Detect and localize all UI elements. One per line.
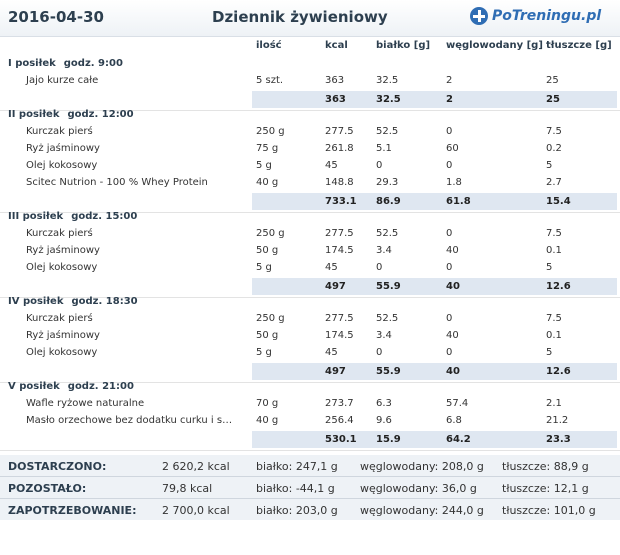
food-fat: 5 xyxy=(546,262,553,273)
meal-name: II posiłek xyxy=(8,109,60,120)
meal-sum xyxy=(252,278,617,295)
food-fat: 21.2 xyxy=(546,415,569,426)
sum-carbs: 40 xyxy=(446,281,460,292)
food-carbs: 0 xyxy=(446,313,453,324)
logo-text: PoTreningu.pl xyxy=(492,8,602,24)
sum-fat: 12.6 xyxy=(546,366,571,377)
totals-kcal: 79,8 kcal xyxy=(162,482,213,495)
food-name[interactable]: Olej kokosowy xyxy=(26,262,98,273)
sum-protein: 32.5 xyxy=(376,94,401,105)
totals-protein: białko: 247,1 g xyxy=(256,460,338,473)
meal-title xyxy=(8,58,123,69)
food-kcal: 261.8 xyxy=(325,143,354,154)
col-fat: tłuszcze [g] xyxy=(546,40,612,51)
food-kcal: 256.4 xyxy=(325,415,354,426)
food-kcal: 277.5 xyxy=(325,228,354,239)
totals-fat: tłuszcze: 12,1 g xyxy=(502,482,589,495)
meal-time: godz. 9:00 xyxy=(63,58,123,69)
food-protein: 3.4 xyxy=(376,330,392,341)
food-protein: 3.4 xyxy=(376,245,392,256)
food-qty: 40 g xyxy=(256,177,279,188)
food-carbs: 0 xyxy=(446,126,453,137)
col-kcal: kcal xyxy=(325,40,348,51)
food-name[interactable]: Olej kokosowy xyxy=(26,160,98,171)
food-fat: 0.1 xyxy=(546,330,562,341)
food-carbs: 57.4 xyxy=(446,398,469,409)
col-protein: białko [g] xyxy=(376,40,431,51)
food-name[interactable]: Scitec Nutrion - 100 % Whey Protein xyxy=(26,177,208,188)
food-protein: 0 xyxy=(376,262,383,273)
totals-carbs: węglowodany: 36,0 g xyxy=(360,482,477,495)
food-carbs: 0 xyxy=(446,347,453,358)
food-protein: 9.6 xyxy=(376,415,392,426)
sum-kcal: 497 xyxy=(325,366,346,377)
food-fat: 7.5 xyxy=(546,126,562,137)
col-carbs: węglowodany [g] xyxy=(446,40,543,51)
food-carbs: 2 xyxy=(446,75,453,86)
food-qty: 5 g xyxy=(256,347,272,358)
food-kcal: 174.5 xyxy=(325,245,354,256)
food-carbs: 40 xyxy=(446,245,459,256)
food-protein: 52.5 xyxy=(376,126,399,137)
food-name[interactable]: Jajo kurze całe xyxy=(26,75,99,86)
food-carbs: 0 xyxy=(446,160,453,171)
sum-protein: 55.9 xyxy=(376,366,401,377)
totals-carbs: węglowodany: 244,0 g xyxy=(360,504,484,517)
meal-title xyxy=(8,211,137,222)
totals-divider xyxy=(0,498,620,499)
totals-label: DOSTARCZONO: xyxy=(8,460,107,473)
food-qty: 40 g xyxy=(256,415,279,426)
meal-name: III posiłek xyxy=(8,211,64,222)
food-kcal: 363 xyxy=(325,75,345,86)
meal-name: I posiłek xyxy=(8,58,56,69)
meal-name: IV posiłek xyxy=(8,296,64,307)
meal-name: V posiłek xyxy=(8,381,60,392)
food-qty: 5 szt. xyxy=(256,75,284,86)
diary-date: 2016-04-30 xyxy=(8,8,104,26)
totals-label: ZAPOTRZEBOWANIE: xyxy=(8,504,137,517)
food-qty: 75 g xyxy=(256,143,279,154)
sum-kcal: 733.1 xyxy=(325,196,357,207)
food-kcal: 174.5 xyxy=(325,330,354,341)
sum-kcal: 363 xyxy=(325,94,346,105)
food-qty: 5 g xyxy=(256,262,272,273)
totals-label: POZOSTAŁO: xyxy=(8,482,87,495)
meal-time: godz. 18:30 xyxy=(71,296,138,307)
meal-sum xyxy=(252,193,617,210)
sum-fat: 15.4 xyxy=(546,196,571,207)
col-qty: ilość xyxy=(256,40,282,51)
food-fat: 5 xyxy=(546,347,553,358)
food-carbs: 1.8 xyxy=(446,177,462,188)
page-header xyxy=(0,0,620,37)
food-name[interactable]: Ryż jaśminowy xyxy=(26,330,100,341)
meal-title xyxy=(8,109,134,120)
logo-icon xyxy=(470,7,488,25)
food-kcal: 277.5 xyxy=(325,126,354,137)
meal-time: godz. 12:00 xyxy=(67,109,134,120)
food-fat: 25 xyxy=(546,75,559,86)
meal-sum xyxy=(252,431,617,448)
food-protein: 0 xyxy=(376,347,383,358)
sum-carbs: 40 xyxy=(446,366,460,377)
food-fat: 0.2 xyxy=(546,143,562,154)
food-protein: 32.5 xyxy=(376,75,399,86)
food-protein: 52.5 xyxy=(376,313,399,324)
food-carbs: 40 xyxy=(446,330,459,341)
food-name[interactable]: Kurczak pierś xyxy=(26,228,93,239)
food-qty: 250 g xyxy=(256,126,285,137)
food-qty: 5 g xyxy=(256,160,272,171)
meal-sum xyxy=(252,91,617,108)
food-fat: 5 xyxy=(546,160,553,171)
food-qty: 250 g xyxy=(256,313,285,324)
sum-protein: 15.9 xyxy=(376,434,401,445)
totals-protein: białko: -44,1 g xyxy=(256,482,335,495)
food-protein: 5.1 xyxy=(376,143,392,154)
meal-time: godz. 21:00 xyxy=(67,381,134,392)
totals-divider xyxy=(0,476,620,477)
food-carbs: 0 xyxy=(446,262,453,273)
food-protein: 52.5 xyxy=(376,228,399,239)
food-kcal: 45 xyxy=(325,160,338,171)
page-title: Dziennik żywieniowy xyxy=(212,8,388,26)
totals-kcal: 2 700,0 kcal xyxy=(162,504,230,517)
food-fat: 7.5 xyxy=(546,313,562,324)
food-name[interactable]: Ryż jaśminowy xyxy=(26,245,100,256)
food-kcal: 277.5 xyxy=(325,313,354,324)
food-name[interactable]: Masło orzechowe bez dodatku curku i s… xyxy=(26,415,233,426)
daily-totals xyxy=(0,455,620,520)
sum-carbs: 61.8 xyxy=(446,196,471,207)
food-kcal: 45 xyxy=(325,262,338,273)
meal-time: godz. 15:00 xyxy=(71,211,138,222)
food-qty: 50 g xyxy=(256,330,279,341)
sum-kcal: 530.1 xyxy=(325,434,357,445)
meal-separator xyxy=(0,450,620,451)
sum-carbs: 2 xyxy=(446,94,453,105)
food-fat: 2.7 xyxy=(546,177,562,188)
sum-protein: 55.9 xyxy=(376,281,401,292)
sum-kcal: 497 xyxy=(325,281,346,292)
totals-protein: białko: 203,0 g xyxy=(256,504,338,517)
food-fat: 7.5 xyxy=(546,228,562,239)
food-protein: 0 xyxy=(376,160,383,171)
sum-protein: 86.9 xyxy=(376,196,401,207)
food-name[interactable]: Kurczak pierś xyxy=(26,126,93,137)
food-name[interactable]: Olej kokosowy xyxy=(26,347,98,358)
food-kcal: 45 xyxy=(325,347,338,358)
food-qty: 250 g xyxy=(256,228,285,239)
food-kcal: 148.8 xyxy=(325,177,354,188)
food-name[interactable]: Wafle ryżowe naturalne xyxy=(26,398,145,409)
totals-fat: tłuszcze: 88,9 g xyxy=(502,460,589,473)
sum-carbs: 64.2 xyxy=(446,434,471,445)
food-carbs: 0 xyxy=(446,228,453,239)
food-protein: 29.3 xyxy=(376,177,399,188)
food-qty: 70 g xyxy=(256,398,279,409)
food-name[interactable]: Kurczak pierś xyxy=(26,313,93,324)
food-carbs: 60 xyxy=(446,143,459,154)
food-kcal: 273.7 xyxy=(325,398,354,409)
totals-fat: tłuszcze: 101,0 g xyxy=(502,504,596,517)
totals-carbs: węglowodany: 208,0 g xyxy=(360,460,484,473)
food-protein: 6.3 xyxy=(376,398,392,409)
food-qty: 50 g xyxy=(256,245,279,256)
food-name[interactable]: Ryż jaśminowy xyxy=(26,143,100,154)
totals-kcal: 2 620,2 kcal xyxy=(162,460,230,473)
sum-fat: 12.6 xyxy=(546,281,571,292)
sum-fat: 25 xyxy=(546,94,560,105)
meal-sum xyxy=(252,363,617,380)
food-carbs: 6.8 xyxy=(446,415,462,426)
food-fat: 2.1 xyxy=(546,398,562,409)
meal-title xyxy=(8,381,134,392)
meal-title xyxy=(8,296,138,307)
site-logo[interactable] xyxy=(470,6,601,26)
food-fat: 0.1 xyxy=(546,245,562,256)
sum-fat: 23.3 xyxy=(546,434,571,445)
